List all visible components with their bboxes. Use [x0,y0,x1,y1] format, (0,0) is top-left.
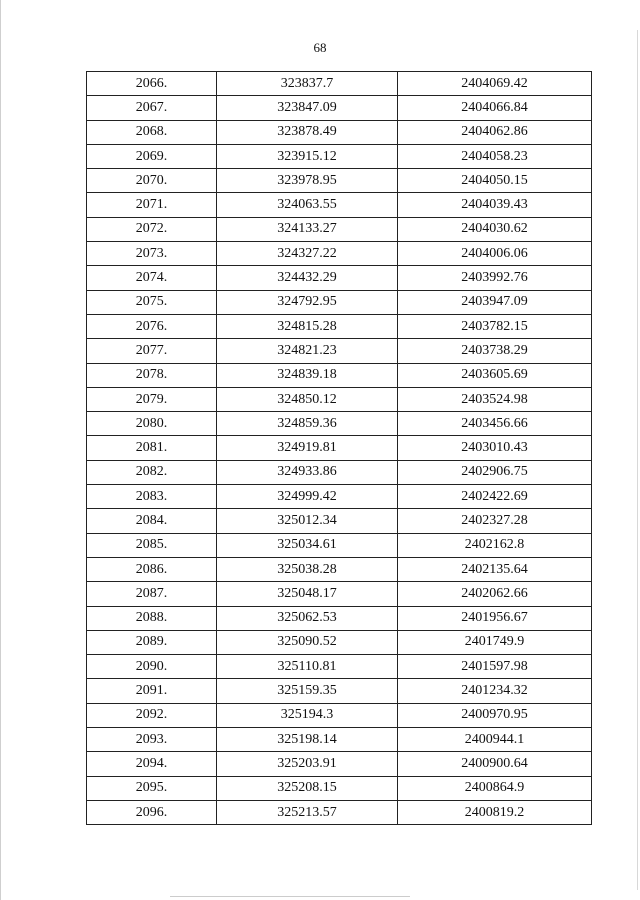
y-coordinate-cell: 2402135.64 [398,557,592,581]
x-coordinate-cell: 325198.14 [217,728,398,752]
table-row [87,144,592,168]
table-row [87,363,592,387]
table-row [87,533,592,557]
y-coordinate-cell: 2404058.23 [398,144,592,168]
x-coordinate-cell: 325110.81 [217,655,398,679]
table-row [87,436,592,460]
table-row [87,557,592,581]
point-number-cell: 2093. [87,728,217,752]
x-coordinate-cell: 324432.29 [217,266,398,290]
table-row [87,679,592,703]
x-coordinate-cell: 323837.7 [217,72,398,96]
point-number-cell: 2076. [87,314,217,338]
table-row [87,120,592,144]
point-number-cell: 2082. [87,460,217,484]
x-coordinate-cell: 324063.55 [217,193,398,217]
table-row [87,266,592,290]
y-coordinate-cell: 2401597.98 [398,655,592,679]
y-coordinate-cell: 2404069.42 [398,72,592,96]
y-coordinate-cell: 2401749.9 [398,630,592,654]
point-number-cell: 2095. [87,776,217,800]
x-coordinate-cell: 324919.81 [217,436,398,460]
y-coordinate-cell: 2403992.76 [398,266,592,290]
y-coordinate-cell: 2402422.69 [398,485,592,509]
x-coordinate-cell: 324133.27 [217,217,398,241]
y-coordinate-cell: 2402327.28 [398,509,592,533]
table-row [87,582,592,606]
table-row [87,290,592,314]
point-number-cell: 2079. [87,387,217,411]
page-number: 68 [313,40,327,55]
x-coordinate-cell: 325213.57 [217,800,398,824]
point-number-cell: 2081. [87,436,217,460]
x-coordinate-cell: 325034.61 [217,533,398,557]
point-number-cell: 2080. [87,412,217,436]
x-coordinate-cell: 324933.86 [217,460,398,484]
x-coordinate-cell: 324815.28 [217,314,398,338]
point-number-cell: 2073. [87,242,217,266]
y-coordinate-cell: 2400819.2 [398,800,592,824]
point-number-cell: 2072. [87,217,217,241]
table-row [87,703,592,727]
x-coordinate-cell: 325090.52 [217,630,398,654]
x-coordinate-cell: 324999.42 [217,485,398,509]
x-coordinate-cell: 323847.09 [217,96,398,120]
table-row [87,728,592,752]
y-coordinate-cell: 2404006.06 [398,242,592,266]
point-number-cell: 2083. [87,485,217,509]
table-row [87,606,592,630]
x-coordinate-cell: 325208.15 [217,776,398,800]
point-number-cell: 2092. [87,703,217,727]
y-coordinate-cell: 2403605.69 [398,363,592,387]
point-number-cell: 2084. [87,509,217,533]
point-number-cell: 2088. [87,606,217,630]
coordinates-table-body [87,72,592,825]
point-number-cell: 2089. [87,630,217,654]
scan-edge-right [637,30,638,890]
point-number-cell: 2074. [87,266,217,290]
x-coordinate-cell: 324850.12 [217,387,398,411]
table-row [87,96,592,120]
y-coordinate-cell: 2404062.86 [398,120,592,144]
point-number-cell: 2077. [87,339,217,363]
table-row [87,387,592,411]
y-coordinate-cell: 2403738.29 [398,339,592,363]
table-row [87,339,592,363]
scan-edge-bottom [170,896,410,897]
table-row [87,242,592,266]
table-row [87,412,592,436]
table-row [87,800,592,824]
x-coordinate-cell: 323878.49 [217,120,398,144]
scan-edge-left [0,0,1,900]
x-coordinate-cell: 325159.35 [217,679,398,703]
y-coordinate-cell: 2402062.66 [398,582,592,606]
y-coordinate-cell: 2403947.09 [398,290,592,314]
point-number-cell: 2078. [87,363,217,387]
y-coordinate-cell: 2402162.8 [398,533,592,557]
point-number-cell: 2068. [87,120,217,144]
point-number-cell: 2066. [87,72,217,96]
x-coordinate-cell: 324859.36 [217,412,398,436]
y-coordinate-cell: 2403010.43 [398,436,592,460]
table-row [87,630,592,654]
point-number-cell: 2086. [87,557,217,581]
point-number-cell: 2096. [87,800,217,824]
point-number-cell: 2087. [87,582,217,606]
y-coordinate-cell: 2404030.62 [398,217,592,241]
table-row [87,776,592,800]
x-coordinate-cell: 324327.22 [217,242,398,266]
x-coordinate-cell: 323915.12 [217,144,398,168]
table-row [87,193,592,217]
table-row [87,752,592,776]
table-row [87,509,592,533]
x-coordinate-cell: 324821.23 [217,339,398,363]
y-coordinate-cell: 2403782.15 [398,314,592,338]
y-coordinate-cell: 2401956.67 [398,606,592,630]
x-coordinate-cell: 325038.28 [217,557,398,581]
table-row [87,485,592,509]
table-row [87,655,592,679]
y-coordinate-cell: 2404039.43 [398,193,592,217]
point-number-cell: 2091. [87,679,217,703]
table-row [87,314,592,338]
coordinates-table [86,71,592,825]
x-coordinate-cell: 323978.95 [217,169,398,193]
y-coordinate-cell: 2402906.75 [398,460,592,484]
table-row [87,169,592,193]
x-coordinate-cell: 324792.95 [217,290,398,314]
table-row [87,217,592,241]
point-number-cell: 2070. [87,169,217,193]
point-number-cell: 2075. [87,290,217,314]
table-row [87,460,592,484]
x-coordinate-cell: 325062.53 [217,606,398,630]
point-number-cell: 2090. [87,655,217,679]
x-coordinate-cell: 325194.3 [217,703,398,727]
table-row [87,72,592,96]
y-coordinate-cell: 2401234.32 [398,679,592,703]
point-number-cell: 2085. [87,533,217,557]
y-coordinate-cell: 2403456.66 [398,412,592,436]
y-coordinate-cell: 2400944.1 [398,728,592,752]
x-coordinate-cell: 325203.91 [217,752,398,776]
y-coordinate-cell: 2400900.64 [398,752,592,776]
point-number-cell: 2094. [87,752,217,776]
y-coordinate-cell: 2400970.95 [398,703,592,727]
y-coordinate-cell: 2403524.98 [398,387,592,411]
y-coordinate-cell: 2400864.9 [398,776,592,800]
y-coordinate-cell: 2404066.84 [398,96,592,120]
point-number-cell: 2069. [87,144,217,168]
y-coordinate-cell: 2404050.15 [398,169,592,193]
point-number-cell: 2071. [87,193,217,217]
x-coordinate-cell: 325048.17 [217,582,398,606]
point-number-cell: 2067. [87,96,217,120]
x-coordinate-cell: 324839.18 [217,363,398,387]
x-coordinate-cell: 325012.34 [217,509,398,533]
